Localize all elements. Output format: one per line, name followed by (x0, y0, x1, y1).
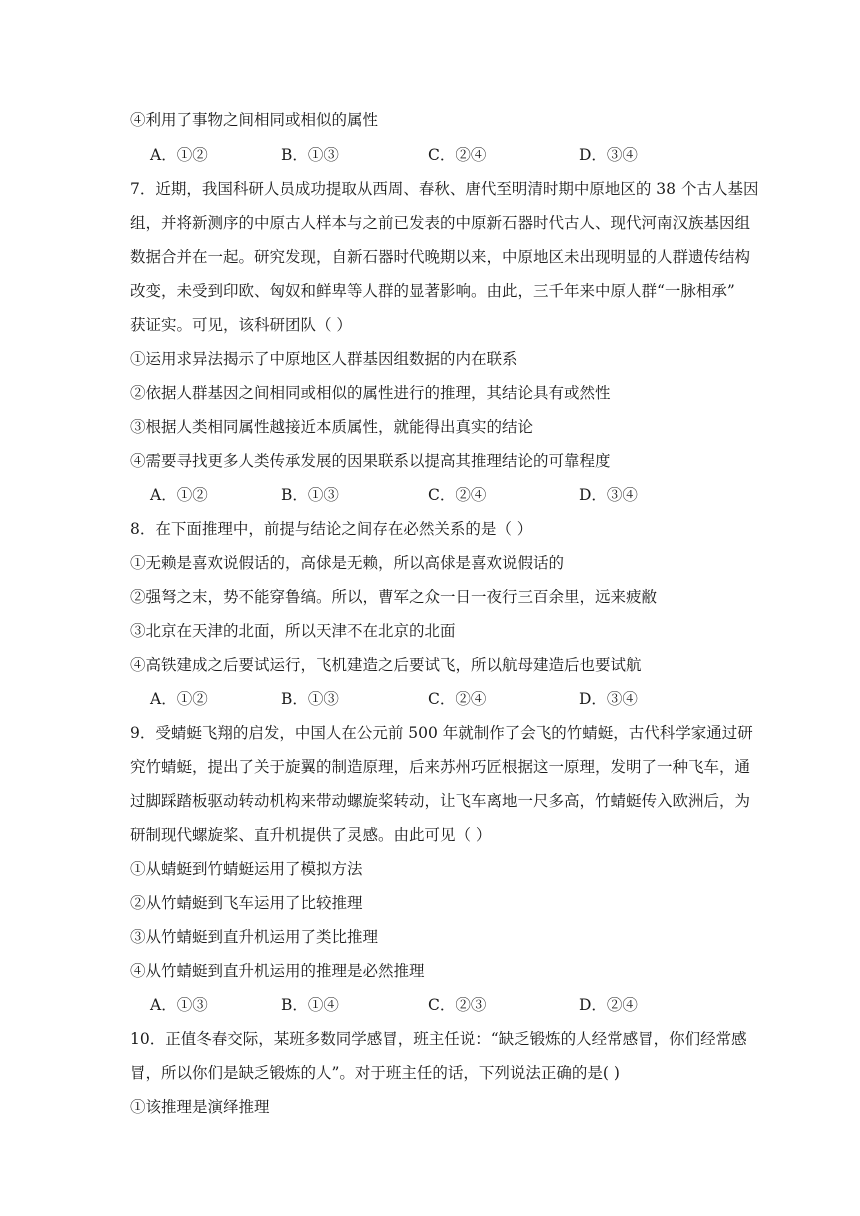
question-9-text: 究竹蜻蜓，提出了关于旋翼的制造原理，后来苏州巧匠根据这一原理，发明了一种飞车，通 (130, 758, 751, 776)
question-8-text: 8．在下面推理中，前提与结论之间存在必然关系的是（ ） (130, 520, 533, 538)
option-c[interactable]: C．②④ (428, 690, 487, 708)
option-c[interactable]: C．②④ (428, 146, 487, 164)
option-b[interactable]: B．①③ (281, 486, 339, 504)
statement-3: ③北京在天津的北面，所以天津不在北京的北面 (130, 622, 456, 640)
question-10-text: 冒，所以你们是缺乏锻炼的人”。对于班主任的话，下列说法正确的是( ) (130, 1064, 620, 1082)
option-a[interactable]: A．①② (150, 690, 208, 708)
question-7-text: 数据合并在一起。研究发现，自新石器时代晚期以来，中原地区未出现明显的人群遗传结构 (130, 248, 751, 266)
option-b[interactable]: B．①③ (281, 146, 339, 164)
option-d[interactable]: D．②④ (579, 996, 638, 1014)
answer-options-q6 (130, 145, 740, 165)
option-a[interactable]: A．①② (150, 146, 208, 164)
statement-1: ①该推理是演绎推理 (130, 1098, 270, 1116)
statement-2: ②强弩之末，势不能穿鲁缟。所以，曹军之众一日一夜行三百余里，远来疲敝 (130, 588, 658, 606)
option-a[interactable]: A．①③ (150, 996, 208, 1014)
option-a[interactable]: A．①② (150, 486, 208, 504)
question-9-text: 研制现代螺旋桨、直升机提供了灵感。由此可见（ ） (130, 826, 492, 844)
statement-1: ①无赖是喜欢说假话的，高俅是无赖，所以高俅是喜欢说假话的 (130, 554, 565, 572)
statement-3: ③从竹蜻蜓到直升机运用了类比推理 (130, 928, 379, 946)
question-7-text: 获证实。可见，该科研团队（ ） (130, 316, 352, 334)
option-d[interactable]: D．③④ (579, 690, 638, 708)
option-c[interactable]: C．②③ (428, 996, 487, 1014)
statement-3: ③根据人类相同属性越接近本质属性，就能得出真实的结论 (130, 418, 534, 436)
statement-4: ④从竹蜻蜓到直升机运用的推理是必然推理 (130, 962, 425, 980)
statement-1: ①运用求异法揭示了中原地区人群基因组数据的内在联系 (130, 350, 518, 368)
question-7-text: 组，并将新测序的中原古人样本与之前已发表的中原新石器时代古人、现代河南汉族基因组 (130, 214, 751, 232)
option-b[interactable]: B．①④ (281, 996, 339, 1014)
option-d[interactable]: D．③④ (579, 486, 638, 504)
answer-options-q8 (130, 689, 740, 709)
option-d[interactable]: D．③④ (579, 146, 638, 164)
answer-options-q7 (130, 485, 740, 505)
statement-4: ④高铁建成之后要试运行，飞机建造之后要试飞，所以航母建造后也要试航 (130, 656, 642, 674)
statement-1: ①从蜻蜓到竹蜻蜓运用了模拟方法 (130, 860, 363, 878)
answer-options-q9 (130, 995, 740, 1015)
statement-2: ②依据人群基因之间相同或相似的属性进行的推理，其结论具有或然性 (130, 384, 611, 402)
statement-4: ④需要寻找更多人类传承发展的因果联系以提高其推理结论的可靠程度 (130, 452, 611, 470)
statement-2: ②从竹蜻蜓到飞车运用了比较推理 (130, 894, 363, 912)
question-9-text: 过脚踩踏板驱动转动机构来带动螺旋桨转动，让飞车离地一尺多高，竹蜻蜓传入欧洲后，为 (130, 792, 751, 810)
option-b[interactable]: B．①③ (281, 690, 339, 708)
option-c[interactable]: C．②④ (428, 486, 487, 504)
question-9-text: 9．受蜻蜓飞翔的启发，中国人在公元前 500 年就制作了会飞的竹蜻蜓，古代科学家通过研 (130, 724, 753, 742)
question-7-text: 改变，未受到印欧、匈奴和鲜卑等人群的显著影响。由此，三千年来中原人群“一脉相承” (130, 282, 735, 300)
question-7-text: 7．近期，我国科研人员成功提取从西周、春秋、唐代至明清时期中原地区的 38 个古人基因 (130, 180, 759, 198)
statement-4: ④利用了事物之间相同或相似的属性 (130, 111, 379, 129)
question-10-text: 10．正值冬春交际，某班多数同学感冒，班主任说：“缺乏锻炼的人经常感冒，你们经常感 (130, 1030, 747, 1048)
